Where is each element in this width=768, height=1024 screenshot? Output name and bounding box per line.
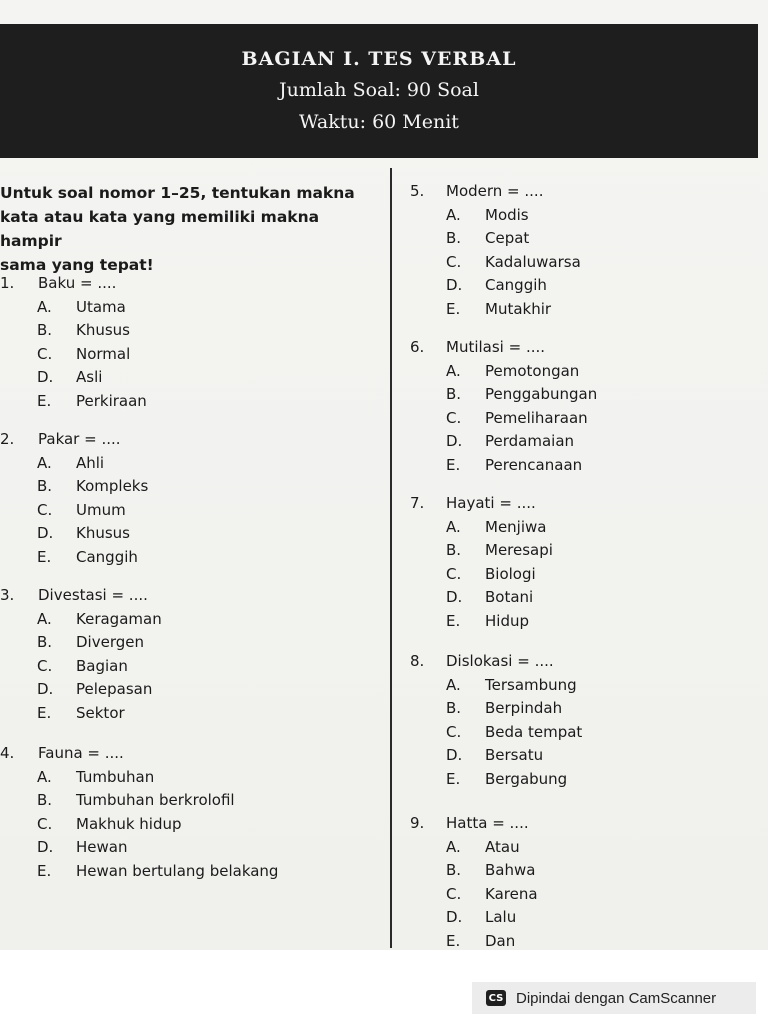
option-text: Bahwa (485, 861, 536, 879)
option-text: Modis (485, 205, 529, 224)
option-text: Bagian (76, 656, 128, 675)
question-number: 9. (410, 814, 425, 832)
option-text: Perkiraan (76, 391, 147, 410)
option-b (410, 383, 597, 407)
option-letter: D. (446, 432, 463, 450)
option-b (0, 475, 148, 499)
option-text: Hewan (76, 838, 128, 856)
option-b (0, 789, 278, 813)
question-number: 5. (410, 182, 425, 200)
question-1 (0, 272, 147, 413)
option-c (0, 655, 162, 679)
option-letter: D. (446, 588, 463, 606)
option-d (410, 744, 582, 768)
question-text: Hatta = .... (446, 814, 529, 832)
option-letter: E. (446, 769, 461, 788)
question-text: Modern = .... (446, 182, 544, 200)
option-text: Pelepasan (76, 680, 153, 698)
option-e (0, 390, 147, 414)
question-text: Hayati = .... (446, 494, 536, 512)
option-letter: B. (446, 229, 462, 247)
option-d (410, 274, 581, 298)
section-header (0, 24, 758, 158)
option-text: Penggabungan (485, 385, 598, 403)
instructions-line: sama yang tepat! (0, 256, 154, 274)
option-text: Dan (485, 932, 516, 950)
option-a (410, 516, 553, 540)
option-letter: D. (446, 746, 463, 764)
option-letter: D. (446, 908, 463, 926)
question-3 (0, 584, 162, 725)
question-7 (410, 492, 553, 633)
instructions-line: kata atau kata yang memiliki makna hampir (0, 208, 320, 250)
option-text: Khusus (76, 524, 130, 542)
option-letter: C. (37, 344, 53, 363)
question-number: 1. (0, 274, 15, 292)
option-text: Canggih (485, 276, 547, 294)
option-letter: E. (37, 547, 52, 566)
option-text: Khusus (76, 321, 130, 339)
option-d (0, 522, 148, 546)
option-letter: C. (446, 884, 462, 903)
option-text: Karena (485, 884, 538, 903)
option-a (0, 766, 278, 790)
instructions (0, 181, 380, 277)
question-2 (0, 428, 148, 569)
option-b (0, 319, 147, 343)
question-9 (410, 812, 538, 930)
option-text: Menjiwa (485, 517, 547, 536)
option-letter: D. (446, 276, 463, 294)
option-text: Hewan bertulang belakang (76, 861, 279, 880)
option-letter: A. (37, 767, 52, 786)
option-a (0, 296, 147, 320)
option-letter: B. (446, 541, 462, 559)
option-text: Makhuk hidup (76, 814, 182, 833)
option-letter: C. (37, 814, 53, 833)
question-4 (0, 742, 278, 883)
option-letter: B. (37, 477, 53, 495)
option-e (410, 930, 515, 950)
question-8 (410, 650, 582, 791)
option-letter: E. (446, 611, 461, 630)
option-a (410, 204, 581, 228)
option-c (0, 813, 278, 837)
option-text: Berpindah (485, 699, 563, 717)
option-text: Bersatu (485, 746, 544, 764)
option-letter: C. (37, 500, 53, 519)
option-d (0, 836, 278, 860)
option-c (410, 563, 553, 587)
option-letter: A. (37, 609, 52, 628)
question-number: 6. (410, 338, 425, 356)
option-letter: C. (446, 408, 462, 427)
question-number: 8. (410, 652, 425, 670)
question-text: Fauna = .... (38, 744, 124, 762)
option-letter: A. (37, 453, 52, 472)
option-d (410, 586, 553, 610)
option-text: Hidup (485, 611, 529, 630)
option-text: Kompleks (76, 477, 149, 495)
option-text: Meresapi (485, 541, 553, 559)
option-text: Atau (485, 837, 520, 856)
option-d (0, 366, 147, 390)
option-e (410, 768, 582, 792)
option-e (0, 860, 278, 884)
option-letter: B. (37, 791, 53, 809)
option-a (0, 452, 148, 476)
option-letter: A. (37, 297, 52, 316)
option-b (410, 859, 538, 883)
question-number: 3. (0, 586, 15, 604)
option-text: Utama (76, 297, 126, 316)
option-text: Perdamaian (485, 432, 575, 450)
option-text: Biologi (485, 564, 536, 583)
option-letter: A. (446, 517, 461, 536)
question-text: Baku = .... (38, 274, 117, 292)
option-text: Divergen (76, 633, 144, 651)
option-c (0, 343, 147, 367)
option-a (410, 836, 538, 860)
option-b (410, 697, 582, 721)
option-d (0, 678, 162, 702)
option-c (410, 251, 581, 275)
option-a (410, 360, 597, 384)
option-letter: E. (446, 455, 461, 474)
option-a (410, 674, 582, 698)
camscanner-icon: CS (486, 990, 506, 1006)
question-6 (410, 336, 597, 477)
option-text: Normal (76, 344, 131, 363)
question-number: 2. (0, 430, 15, 448)
option-letter: E. (37, 391, 52, 410)
option-text: Cepat (485, 229, 530, 247)
option-b (410, 539, 553, 563)
option-c (410, 721, 582, 745)
option-letter: E. (446, 932, 461, 950)
option-d (410, 430, 597, 454)
option-text: Tumbuhan berkrolofil (76, 791, 235, 809)
camscanner-watermark (472, 982, 756, 1014)
option-letter: E. (37, 703, 52, 722)
option-c (0, 499, 148, 523)
instructions-line: Untuk soal nomor 1–25, tentukan makna (0, 184, 355, 202)
option-e (0, 702, 162, 726)
option-e (410, 298, 581, 322)
question-number: 7. (410, 494, 425, 512)
option-text: Tersambung (485, 675, 577, 694)
question-text: Mutilasi = .... (446, 338, 546, 356)
option-letter: B. (446, 699, 462, 717)
option-letter: D. (37, 368, 54, 386)
time-limit: Waktu: 60 Menit (299, 111, 459, 133)
option-letter: B. (37, 321, 53, 339)
cutoff-region (395, 930, 595, 950)
option-text: Kadaluwarsa (485, 252, 581, 271)
option-letter: A. (446, 837, 461, 856)
option-e (410, 610, 553, 634)
option-letter: B. (446, 385, 462, 403)
option-letter: C. (37, 656, 53, 675)
option-letter: C. (446, 564, 462, 583)
option-text: Umum (76, 500, 126, 519)
option-text: Ahli (76, 453, 105, 472)
option-d (410, 906, 538, 930)
question-number: 4. (0, 744, 15, 762)
column-divider (390, 168, 392, 948)
option-b (0, 631, 162, 655)
question-5 (410, 180, 581, 321)
camscanner-label: Dipindai dengan CamScanner (516, 989, 717, 1007)
option-letter: E. (37, 861, 52, 880)
option-text: Bergabung (485, 769, 568, 788)
option-letter: B. (446, 861, 462, 879)
option-e (0, 546, 148, 570)
option-text: Perencanaan (485, 455, 583, 474)
option-letter: D. (37, 680, 54, 698)
question-count: Jumlah Soal: 90 Soal (279, 79, 479, 101)
option-text: Lalu (485, 908, 517, 926)
option-text: Mutakhir (485, 299, 552, 318)
option-a (0, 608, 162, 632)
option-letter: C. (446, 722, 462, 741)
question-text: Divestasi = .... (38, 586, 148, 604)
question-text: Dislokasi = .... (446, 652, 554, 670)
option-letter: D. (37, 524, 54, 542)
question-text: Pakar = .... (38, 430, 121, 448)
option-text: Pemeliharaan (485, 408, 588, 427)
option-c (410, 883, 538, 907)
option-letter: B. (37, 633, 53, 651)
option-b (410, 227, 581, 251)
option-text: Pemotongan (485, 361, 580, 380)
option-text: Beda tempat (485, 722, 583, 741)
option-c (410, 407, 597, 431)
option-text: Tumbuhan (76, 767, 155, 786)
option-e (410, 454, 597, 478)
option-text: Asli (76, 368, 103, 386)
option-letter: A. (446, 205, 461, 224)
section-title: BAGIAN I. TES VERBAL (241, 48, 517, 70)
option-letter: A. (446, 675, 461, 694)
option-letter: C. (446, 252, 462, 271)
option-text: Botani (485, 588, 534, 606)
option-text: Keragaman (76, 609, 162, 628)
option-text: Sektor (76, 703, 125, 722)
option-text: Canggih (76, 547, 138, 566)
option-letter: A. (446, 361, 461, 380)
option-letter: D. (37, 838, 54, 856)
option-letter: E. (446, 299, 461, 318)
